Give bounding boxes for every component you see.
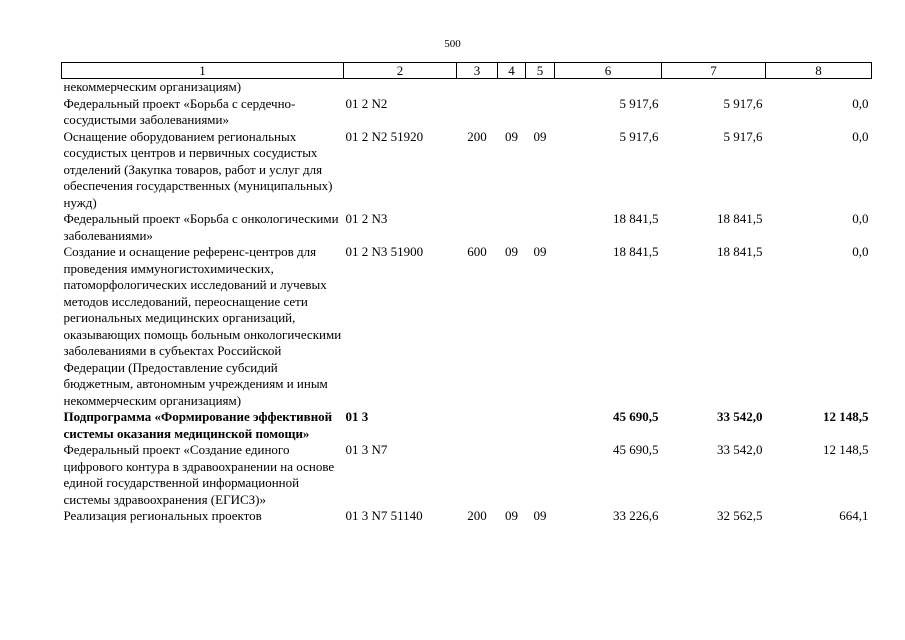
row-rz-cell: 09 — [505, 508, 518, 523]
row-value-col6: 45 690,5 — [613, 442, 659, 457]
header-cell: 6 — [555, 63, 662, 79]
header-cell: 5 — [526, 63, 555, 79]
row-value-col7 — [662, 79, 766, 96]
row-rz-cell — [498, 211, 526, 244]
table-row — [62, 442, 872, 508]
row-name-cell: Создание и оснащение референс-центров для проведения иммуногистохимических, патоморфологических исследований и лучевых методов исследований, переоснащение сети региональных медицинских организаций, оказывающих помощь больным онкологическими заболеваниями в субъектах Российской Федерации (Предоставление субсидий бюджетным, автономным учреждениям и иным некоммерческим организациям) — [63, 244, 342, 408]
header-cell: 4 — [498, 63, 526, 79]
row-value-col6: 5 917,6 — [619, 95, 659, 111]
row-pr-cell — [526, 79, 555, 96]
row-pr-cell: 09 — [533, 128, 547, 144]
table-row — [62, 409, 872, 442]
row-code-cell — [344, 79, 457, 96]
row-pr-cell — [526, 96, 555, 129]
row-value-col8: 12 148,5 — [823, 442, 869, 457]
row-value-col7: 5 917,6 — [723, 128, 763, 144]
row-name-cell: Реализация региональных проектов — [63, 508, 262, 523]
row-value-col8: 12 148,5 — [823, 409, 869, 424]
table-row — [62, 129, 872, 212]
row-value-col8: 0,0 — [852, 211, 869, 226]
row-code-cell: 01 3 N7 51140 — [345, 508, 423, 523]
header-cell: 8 — [766, 63, 872, 79]
table-row — [62, 211, 872, 244]
row-value-col6: 5 917,6 — [619, 128, 659, 144]
row-vr-cell: 200 — [467, 128, 487, 144]
row-value-col8: 0,0 — [852, 128, 869, 144]
row-pr-cell — [526, 442, 555, 508]
row-name-cell: Федеральный проект «Борьба с онкологическими заболеваниями» — [63, 211, 339, 243]
row-value-col7: 5 917,6 — [723, 95, 763, 111]
budget-table — [61, 62, 872, 525]
row-rz-cell — [498, 96, 526, 129]
header-cell: 1 — [62, 63, 344, 79]
row-value-col6: 45 690,5 — [613, 409, 659, 424]
row-value-col8: 0,0 — [852, 244, 869, 259]
row-name-cell: некоммерческим организациям) — [63, 79, 242, 94]
row-value-col8: 664,1 — [839, 508, 869, 523]
table-row — [62, 244, 872, 409]
row-rz-cell: 09 — [505, 244, 518, 259]
row-pr-cell: 09 — [533, 508, 547, 523]
header-cell: 2 — [344, 63, 457, 79]
table-row — [62, 508, 872, 525]
table-row — [62, 79, 872, 96]
row-value-col7: 18 841,5 — [717, 244, 763, 259]
row-value-col7: 33 542,0 — [717, 442, 763, 457]
row-value-col7: 32 562,5 — [717, 508, 763, 523]
row-value-col7: 33 542,0 — [717, 409, 763, 424]
header-cell: 7 — [662, 63, 766, 79]
row-name-cell: Федеральный проект «Создание единого цифрового контура в здравоохранении на основе единой государственной информационной системы здравоохранения (ЕГИСЗ)» — [63, 442, 335, 507]
row-rz-cell — [498, 409, 526, 442]
row-vr-cell — [457, 409, 498, 442]
row-value-col6: 33 226,6 — [613, 508, 659, 523]
row-rz-cell — [498, 442, 526, 508]
row-name-cell: Федеральный проект «Борьба с сердечно-сосудистыми заболеваниями» — [63, 95, 296, 127]
row-rz-cell: 09 — [505, 128, 518, 144]
row-pr-cell — [526, 409, 555, 442]
row-pr-cell: 09 — [533, 244, 547, 259]
row-value-col8: 0,0 — [852, 95, 869, 111]
header-cell: 3 — [457, 63, 498, 79]
page-number: 500 — [444, 38, 461, 50]
row-code-cell: 01 3 — [345, 409, 369, 424]
row-value-col6 — [555, 79, 662, 96]
row-value-col6: 18 841,5 — [613, 211, 659, 226]
row-vr-cell: 600 — [467, 244, 487, 259]
table-row — [62, 96, 872, 129]
row-code-cell: 01 3 N7 — [345, 442, 388, 457]
row-vr-cell: 200 — [467, 508, 487, 523]
row-code-cell: 01 2 N2 51920 — [345, 128, 424, 144]
row-value-col6: 18 841,5 — [613, 244, 659, 259]
row-vr-cell — [457, 211, 498, 244]
row-code-cell: 01 2 N3 51900 — [345, 244, 424, 259]
row-name-cell: Подпрограмма «Формирование эффективной системы оказания медицинской помощи» — [63, 409, 333, 441]
row-rz-cell — [498, 79, 526, 96]
row-vr-cell — [457, 442, 498, 508]
header-row — [62, 63, 872, 79]
row-pr-cell — [526, 211, 555, 244]
row-name-cell: Оснащение оборудованием региональных сосудистых центров и первичных сосудистых отделений (Закупка товаров, работ и услуг для обеспечения государственных (муниципальных) нужд) — [63, 128, 333, 210]
row-code-cell: 01 2 N2 — [345, 95, 388, 111]
row-vr-cell — [457, 79, 498, 96]
row-vr-cell — [457, 96, 498, 129]
row-value-col8 — [766, 79, 872, 96]
row-code-cell: 01 2 N3 — [345, 211, 388, 226]
row-value-col7: 18 841,5 — [717, 211, 763, 226]
